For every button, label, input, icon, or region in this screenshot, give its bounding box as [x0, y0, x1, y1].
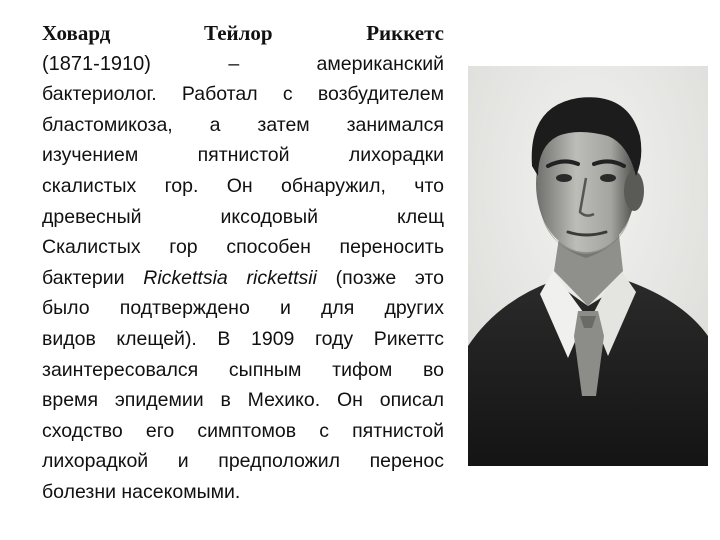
- text-word: Рикеттс: [373, 327, 444, 350]
- text-word: пятнистой: [197, 144, 290, 167]
- text-word: насекомыми.: [121, 480, 241, 503]
- text-line: [42, 110, 444, 141]
- text-word: перенос: [369, 450, 445, 473]
- text-word: бластомикоза,: [42, 113, 173, 136]
- text-word: гор: [169, 236, 198, 259]
- text-word: болезни: [42, 480, 116, 503]
- text-word: заинтересовался: [42, 358, 199, 381]
- portrait-photo: [468, 66, 708, 466]
- portrait-photo-icon: [468, 66, 708, 466]
- text-word: сходство: [42, 419, 123, 442]
- text-word: скалистых: [42, 174, 137, 197]
- text-word: затем: [257, 113, 310, 136]
- text-line: [42, 293, 444, 324]
- text-word: занимался: [346, 113, 444, 136]
- text-word: подтверждено: [119, 297, 250, 320]
- title-word: Ховард: [42, 21, 111, 45]
- text-word: для: [321, 297, 355, 320]
- text-word: Он: [226, 174, 253, 197]
- biography-text: [42, 18, 444, 508]
- text-line: [42, 202, 444, 233]
- text-word: В: [217, 327, 231, 350]
- text-word: с: [319, 419, 329, 442]
- text-word: лихорадки: [348, 144, 444, 167]
- text-word: бактериолог.: [42, 83, 157, 106]
- text-word: 1909: [251, 327, 295, 350]
- title-word: Риккетс: [366, 21, 445, 45]
- text-word: гор.: [164, 174, 199, 197]
- text-word: способен: [226, 236, 311, 259]
- text-line: [42, 477, 444, 508]
- text-word: изучением: [42, 144, 139, 167]
- text-line: [42, 263, 444, 294]
- text-word: древесный: [42, 205, 142, 228]
- text-line: [42, 232, 444, 263]
- text-word: предположил: [218, 450, 340, 473]
- text-word: с: [282, 83, 293, 106]
- text-line: [42, 416, 444, 447]
- text-word: время эпидемии в Мехико. Он описал: [42, 389, 444, 412]
- text-word: клещ: [396, 205, 445, 228]
- text-word: иксодовый: [220, 205, 318, 228]
- text-line: [42, 140, 444, 171]
- text-line: [42, 355, 444, 386]
- text-line: [42, 171, 444, 202]
- text-word: его: [145, 419, 175, 442]
- text-word: году: [314, 327, 354, 350]
- text-line: [42, 385, 444, 416]
- text-word: клещей).: [116, 327, 197, 350]
- text-word: пятнистой: [352, 419, 445, 442]
- text-line: [42, 324, 444, 355]
- text-word: во: [423, 358, 445, 381]
- text-word: симптомов: [197, 419, 297, 442]
- text-line: [42, 446, 444, 477]
- text-line: [42, 18, 444, 49]
- text-word: Скалистых: [42, 236, 141, 259]
- text-word: лихорадкой: [42, 450, 149, 473]
- text-word: –: [228, 52, 240, 75]
- text-word: и: [279, 297, 291, 320]
- text-word: было: [42, 297, 90, 320]
- text-word: возбудителем: [317, 83, 444, 106]
- text-line: [42, 49, 444, 80]
- text-word: Работал: [181, 83, 258, 106]
- text-word: что: [414, 174, 445, 197]
- text-word: других: [384, 297, 445, 320]
- text-line: [42, 79, 444, 110]
- text-word: (позже это: [335, 266, 444, 289]
- species-name: Rickettsia rickettsii: [143, 266, 317, 289]
- text-word: американский: [316, 52, 444, 75]
- text-word: и: [177, 450, 189, 473]
- text-word: (1871-1910): [42, 52, 151, 75]
- text-word: переносить: [339, 236, 444, 259]
- text-word: тифом: [332, 358, 393, 381]
- title-word: Тейлор: [203, 21, 273, 45]
- text-word: а: [209, 113, 221, 136]
- text-word: сыпным: [228, 358, 302, 381]
- text-word: бактерии: [42, 266, 125, 289]
- text-word: обнаружил,: [281, 174, 386, 197]
- text-word: видов: [42, 327, 96, 350]
